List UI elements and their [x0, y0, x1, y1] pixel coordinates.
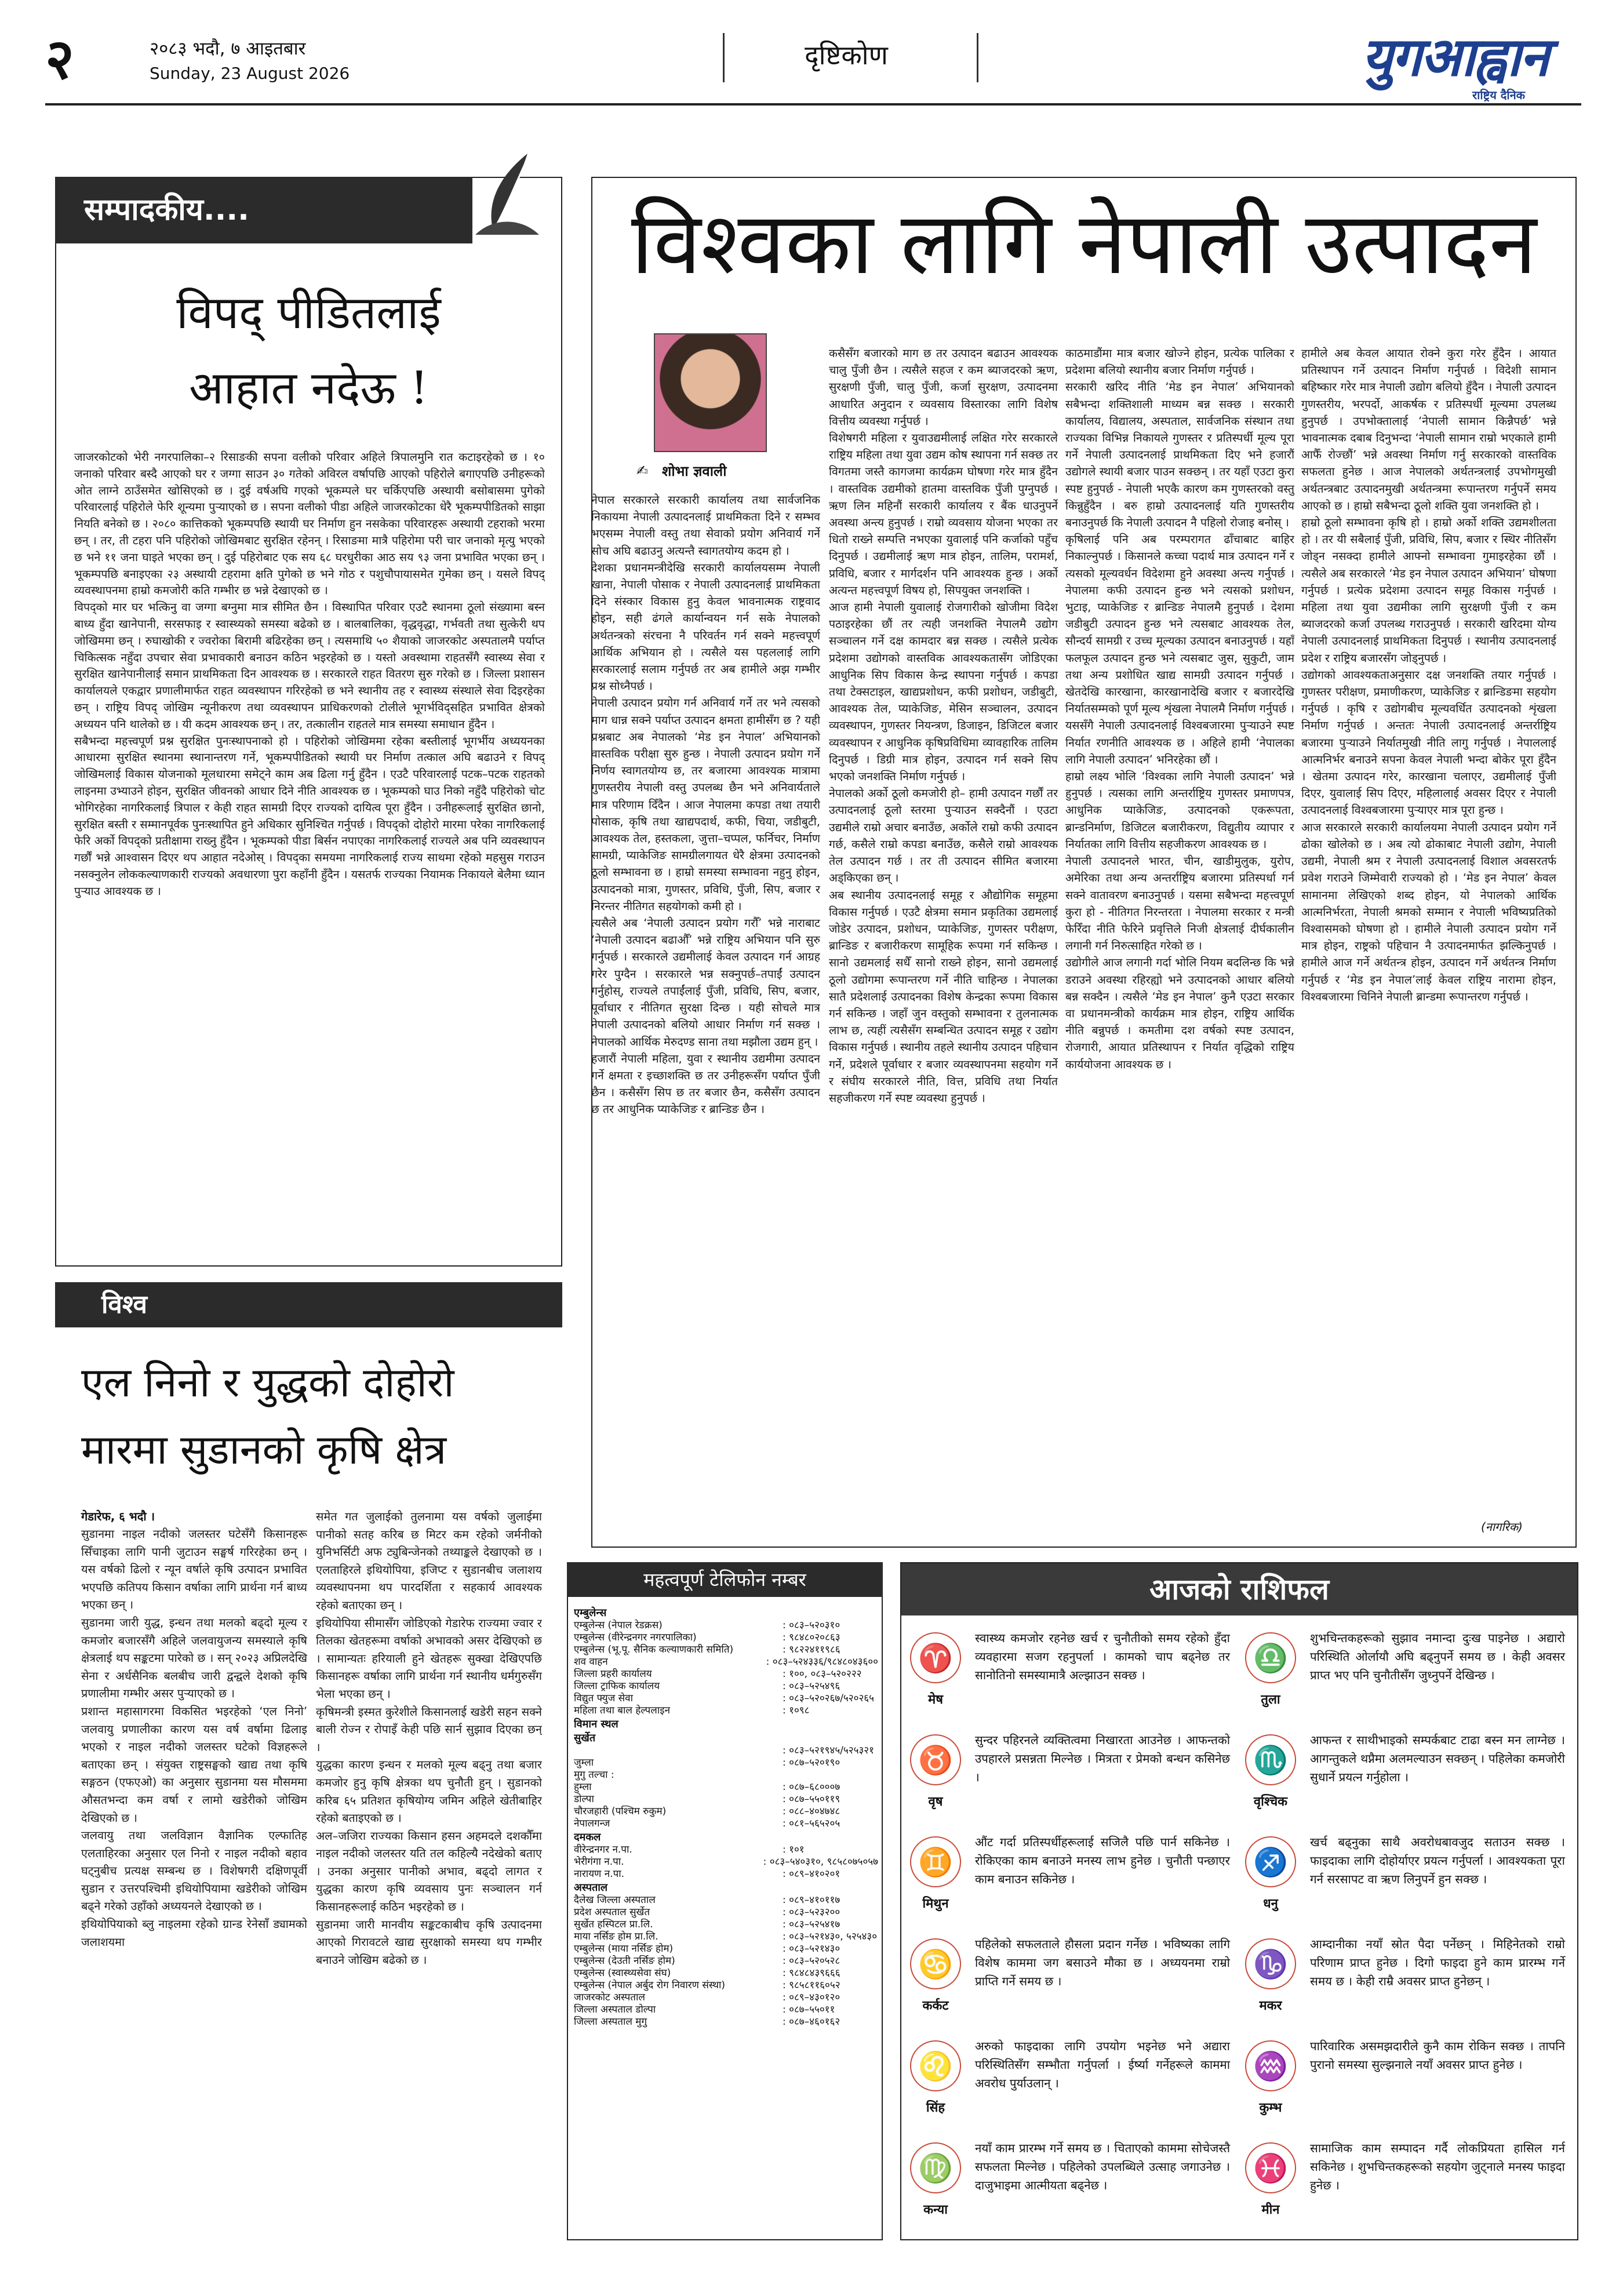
- zodiac-symbol-icon: ♊: [910, 1836, 961, 1887]
- rashifal-grid: [910, 1629, 1577, 2237]
- article-source: (नागरिक): [1481, 1520, 1523, 1534]
- phone-row: [574, 1856, 878, 1868]
- zodiac-symbol-icon: ♐: [1245, 1836, 1296, 1887]
- phone-entry-name: वीरेन्द्रनगर न.पा.: [574, 1844, 632, 1855]
- zodiac-name: मेष: [928, 1693, 943, 1707]
- phone-entry-number: [783, 1769, 878, 1781]
- zodiac-symbol-icon: ♋: [910, 1938, 961, 1989]
- zodiac-forecast: शुभचिन्तकहरूको सुझाव नमान्दा दुःख पाइनेछ । अद्यारो परिस्थिति ओर्लायौ अघि बढ्नुपर्ने समय छ । केही अवसर प्राप्त भए पनि चुनौतीसँग जुध्नुपर्ने देखिन्छ ।: [1310, 1631, 1565, 1682]
- zodiac-item: [910, 2139, 1240, 2226]
- zodiac-symbol-icon: ♎: [1245, 1632, 1296, 1683]
- phone-entry-name: प्रदेश अस्पताल सुर्खेत: [574, 1906, 650, 1918]
- zodiac-name: मीन: [1261, 2203, 1280, 2217]
- zodiac-symbol-icon: ♌: [910, 2040, 961, 2091]
- phone-entry-number: : ०८७–५५०११: [783, 2004, 835, 2015]
- phone-entry-name: डोल्पा: [574, 1793, 594, 1805]
- phone-section-heading: अस्पताल: [574, 1882, 608, 1894]
- phone-row: [574, 1894, 878, 1906]
- zodiac-name: वृश्चिक: [1253, 1795, 1288, 1809]
- editorial-body: जाजरकोटको भेरी नगरपालिका–२ रिसाङकी सपना वलीको परिवार अहिले त्रिपालमुनि रात कटाइरहेको छ । १० जनाको परिवार बस्दै आएको घर र जग्गा साउन ३० गतेको अविरल वर्षापछि आएको पहिरोले बगाएपछि उनीहरूको ओत लाग्ने ठाउँसमेत खोसिएको छ । दुई वर्षअघि गएको भूकम्पले घर चर्किएपछि अस्थायी बसोबासमा पुगेको परिवारलाई पहिरोले फेरि शून्यमा पुऱ्याएको छ । सपना वलीको पीडा अहिले जाजरकोटका धेरै भूकम्पपीडितको साझा नियति बनेको छ । २०८० कात्तिकको भूकम्पपछि स्थायी घर निर्माण हुन नसकेका परिवारहरू अस्थायी टहराको भरमा छन् । तर, ती टहरा पनि पहिरोको जोखिमबाट सुरक्षित रहेनन् । रिसाङमा मात्रै पहिरोमा परी चार जनाको मृत्यु भएको छ भने ११ जना घाइते भएका छन् । दुई पहिरोबाट एक सय ६८ घरधुरीका आठ सय ९३ जना प्रभावित भएका छन् । भूकम्पपछि बनाइएका २३ अस्थायी टहरामा क्षति पुगेको छ भने गोठ र पशुचौपायासमेत गुमेका छन् । यसले विपद् व्यवस्थापनमा हाम्रो कमजोरी कति गम्भीर छ भन्ने देखाएको छ । विपद्को मार घर भत्किनु वा जग्गा बग्नुमा मात्र सीमित छैन । विस्थापित परिवार एउटै स्थानमा ठूलो संख्यामा बस्न बाध्य हुँदा खानेपानी, सरसफाइ र स्वास्थ्यको समस्या बढेको छ । बालबालिका, वृद्धवृद्धा, गर्भवती तथा सुत्केरी थप जोखिममा छन् । रुघाखोकी र ज्वरोका बिरामी बढिरहेका छन् । त्यसमाथि ५० शैयाको जाजरकोट अस्पतालमै पर्याप्त चिकित्सक नहुँदा उपचार सेवा प्रभावकारी बनाउन कठिन भइरहेको छ । यस्तो अवस्थामा राहतसँगै स्वास्थ्य सेवा र सुरक्षित खानेपानीलाई समान प्राथमिकता दिन आवश्यक छ । सरकारले राहत वितरण सुरु गरेको छ । जिल्ला प्रशासन कार्यालयले एकद्वार प्रणालीमार्फत राहत व्यवस्थापन गरिरहेको छ भने स्थानीय तह र स्वास्थ्य संस्थाले सेवा दिइरहेका छन् । राष्ट्रिय विपद् जोखिम न्यूनीकरण तथा व्यवस्थापन प्राधिकरणको टोलीले भूगर्भविद्सहित प्रभावित क्षेत्रको अध्ययन पनि थालेको छ । यी कदम आवश्यक छन् । तर, तत्कालीन राहतले मात्र समस्या समाधान हुँदैन । सबैभन्दा महत्त्वपूर्ण प्रश्न सुरक्षित पुनःस्थापनाको हो । पहिरोको जोखिममा रहेका बस्तीलाई भूगर्भीय अध्ययनका आधारमा सुरक्षित स्थानमा स्थानान्तरण गर्ने, भूकम्पपीडितको स्थायी घर निर्माण तत्काल अघि बढाउने र विपद् जोखिमलाई विकास योजनाको मूलधारमा समेट्ने काम अब ढिला गर्नु हुँदैन । एउटै परिवारलाई पटक–पटक राहतको लाइनमा उभ्याउने होइन, सुरक्षित जीवनको आधार दिने नीति आवश्यक छ । भूकम्पको घाउ निको नहुँदै पहिरोको चोट भोगिरहेका नागरिकलाई त्रिपाल र केही राहत सामग्री दिएर राज्यको दायित्व पूरा हुँदैन । उनीहरूलाई सुरक्षित छानो, सुरक्षित बस्ती र सम्मानपूर्वक पुनःस्थापित हुने अधिकार सुनिश्चित गर्नुपर्छ । विपद्को दोहोरो मारमा परेका नागरिकलाई फेरि अर्को विपद्को प्रतीक्षामा राख्नु हुँदैन । भूकम्पको पीडा बिर्सन नपाएका नागरिकलाई राज्यले अब पनि व्यवस्थापन गर्छौं भन्ने आश्वासन दिएर थप आहात नदेओस् । विपद्का समयमा नागरिकलाई राज्य साथमा रहेको महसुस गराउन नसक्नुलेन लोककल्याणकारी राज्यको अवधारणा पुरा कहाँनी हुँदैन । यसतर्फ राज्यका नियामक निकायले बेलैमा ध्यान पुऱ्याउ आवश्यक छ ।: [74, 450, 545, 898]
- phone-entry-number: : १०९८: [783, 1705, 810, 1716]
- phone-entry-number: : ९८५८११६०५२: [783, 1980, 840, 1991]
- phone-entry-name: भेरीगंगा न.पा.: [574, 1856, 624, 1868]
- phone-row: [574, 1745, 878, 1757]
- phone-row: [574, 1943, 878, 1955]
- phone-entry-name: एम्बुलेन्स (नेपाल अर्बुद रोग निवारण संस्था): [574, 1980, 726, 1991]
- phone-entry-number: : ०८३–५२४३३६/९८४८०४३६००: [766, 1656, 878, 1668]
- phone-section-heading: सुर्खेत: [574, 1732, 596, 1744]
- zodiac-name: कर्कट: [922, 1999, 949, 2013]
- bishwa-title-line1: एल निनो र युद्धको दोहोरो: [81, 1359, 454, 1406]
- zodiac-item: [910, 1833, 1240, 1920]
- phone-entry-name: शव वाहन: [574, 1656, 608, 1668]
- phone-entry-name: जिल्ला प्रहरी कार्यालय: [574, 1668, 652, 1680]
- article-column-1: नेपाल सरकारले सरकारी कार्यालय तथा सार्वजनिक निकायमा नेपाली उत्पादनलाई प्राथमिकता दिने र सम्भव भएसम्म नेपाली वस्तु तथा सेवाको प्रयोग अनिवार्य गर्ने सोच अघि बढाउनु अत्यन्तै स्वागतयोग्य कदम हो । देशका प्रधानमन्त्रीदेखि सरकारी कार्यालयसम्म नेपाली खाना, नेपाली पोसाक र नेपाली उत्पादनलाई प्राथमिकता दिने संस्कार विकास हुनु केवल भावनात्मक राष्ट्रवाद होइन, सही ढंगले कार्यान्वयन गर्न सके नेपालको अर्थतन्त्रको संरचना नै परिवर्तन गर्न सक्ने महत्त्वपूर्ण आर्थिक अभियान हो । त्यसैले यस पहललाई लागि सरकारलाई सलाम गर्नुपर्छ तर अब हामीले अझ गम्भीर प्रश्न सोध्नैपर्छ । नेपाली उत्पादन प्रयोग गर्न अनिवार्य गर्ने तर भने त्यसको माग धान्न सक्ने पर्याप्त उत्पादन क्षमता हामीसँग छ ? यही प्रश्नबाट अब नेपालको ‘मेड इन नेपाल’ अभियानको वास्तविक परीक्षा सुरु हुन्छ । नेपाली उत्पादन प्रयोग गर्ने निर्णय स्वागतयोग्य छ, तर बजारमा आवश्यक मात्रामा गुणस्तरीय नेपाली वस्तु उपलब्ध छैन भने अनिवार्यताले मात्र परिणाम दिँदैन । आज नेपालमा कपडा तथा तयारी पोसाक, कृषि तथा खाद्यपदार्थ, कफी, चिया, जडीबुटी, आवश्यक तेल, हस्तकला, जुत्ता–चप्पल, फर्निचर, निर्माण सामग्री, प्याकेजिङ सामग्रीलगायत धेरै क्षेत्रमा उत्पादनको ठूलो सम्भावना छ । हाम्रो समस्या सम्भावना नहुनु होइन, उत्पादनको मात्रा, गुणस्तर, प्रविधि, पुँजी, सिप, बजार र निरन्तर नीतिगत सहयोगको कमी हो । त्यसैले अब ‘नेपाली उत्पादन प्रयोग गरौँ’ भन्ने नाराबाट ‘नेपाली उत्पादन बढाऔँ’ भन्ने राष्ट्रिय अभियान पनि सुरु गर्नुपर्छ । सरकारले उद्यमीलाई केवल उत्पादन गर्न आग्रह गरेर पुग्दैन । सरकारले भन्न सक्नुपर्छ–तपाईं उत्पादन गर्नुहोस्, राज्यले तपाईंलाई पुँजी, प्रविधि, सिप, बजार, पूर्वाधार र नीतिगत सुरक्षा दिन्छ । यही सोचले मात्र नेपाली उत्पादनको बलियो आधार निर्माण गर्न सक्छ । नेपालको आर्थिक मेरुदण्ड साना तथा मझौला उद्यम हुन् । हजारौं नेपाली महिला, युवा र स्थानीय उद्यमीमा उत्पादन गर्ने क्षमता र इच्छाशक्ति छ तर उनीहरूसँग पर्याप्त पुँजी छैन । कसैसँग सिप छ तर बजार छैन, कसैसँग उत्पादन छ तर आधुनिक प्याकेजिङ र ब्रान्डिङ छैन ।: [591, 493, 820, 1116]
- phone-row: [574, 1693, 878, 1705]
- zodiac-name: कुम्भ: [1259, 2101, 1282, 2115]
- date-english: Sunday, 23 August 2026: [150, 64, 350, 83]
- zodiac-item: [910, 2037, 1240, 2124]
- phone-entry-number: : ०८३–५२५४१७: [783, 1919, 840, 1930]
- bishwa-label: विश्व: [101, 1290, 148, 1319]
- phone-entry-number: : ०८३–५२०२६७/५२०२६५: [783, 1693, 874, 1704]
- phone-entry-number: : ०८३–५२०३१०: [783, 1620, 840, 1631]
- section-marker: [723, 33, 725, 82]
- phone-section-heading: एम्बुलेन्स: [574, 1607, 607, 1619]
- zodiac-symbol-icon: ♒: [1245, 2040, 1296, 2091]
- phone-entry-name: नेपालगन्ज: [574, 1818, 610, 1829]
- zodiac-forecast: सामाजिक काम सम्पादन गर्दै लोकप्रियता हासिल गर्न सकिनेछ । शुभचिन्तकहरूको सहयोग जुट्नाले मनस्य फाइदा हुनेछ ।: [1310, 2141, 1565, 2192]
- phone-row: [574, 1967, 878, 1980]
- phone-entry-number: : १०१: [783, 1844, 805, 1855]
- phone-row: [574, 1757, 878, 1769]
- phone-entry-number: : ०८८–४०४७४८: [783, 1806, 840, 1817]
- zodiac-name: कन्या: [923, 2203, 948, 2217]
- phone-entry-name: नारायण न.पा.: [574, 1868, 625, 1880]
- article-column-3: काठमाडौंमा मात्र बजार खोज्ने होइन, प्रत्येक पालिका र प्रदेशमा बलियो स्थानीय बजार निर्माण गर्नुपर्छ । सरकारी खरिद नीति ‘मेड इन नेपाल’ अभियानको सबैभन्दा शक्तिशाली माध्यम बन्न सक्छ । सरकारी कार्यालय, विद्यालय, अस्पताल, सार्वजनिक संस्थान तथा राज्यका विभिन्न निकायले गुणस्तर र प्रतिस्पर्धी मूल्य पूरा गर्ने नेपाली उत्पादनलाई प्राथमिकता दिए भने हजारौं उद्योगले स्थायी बजार पाउन सक्छन् । तर यहाँ एउटा कुरा स्पष्ट हुनुपर्छ - नेपाली भएकै कारण कम गुणस्तरको वस्तु किन्नुहुँदैन । बरु हाम्रो उत्पादनलाई यति गुणस्तरीय बनाउनुपर्छ कि नेपाली उत्पादन नै पहिलो रोजाइ बनोस् । कृषिलाई पनि अब परम्परागत ढाँचाबाट बाहिर निकाल्नुपर्छ । किसानले कच्चा पदार्थ मात्र उत्पादन गर्ने र त्यसको मूल्यवर्धन विदेशमा हुने अवस्था अन्त्य गर्नुपर्छ । नेपालमा कफी उत्पादन हुन्छ भने त्यसको प्रशोधन, भुटाइ, प्याकेजिङ र ब्रान्डिङ नेपालमै हुनुपर्छ । देशमा जडीबुटी उत्पादन हुन्छ भने त्यसबाट आवश्यक तेल, सौन्दर्य सामग्री र उच्च मूल्यका उत्पादन बनाउनुपर्छ । यहाँ फलफूल उत्पादन हुन्छ भने त्यसबाट जुस, सुकुटी, जाम तथा अन्य प्रशोधित खाद्य सामग्री उत्पादन गर्नुपर्छ । खेतदेखि कारखाना, कारखानादेखि बजार र बजारदेखि निर्यातसम्मको पूर्ण मूल्य शृंखला नेपालमै निर्माण गर्नुपर्छ । यससँगै नेपाली उत्पादनलाई विश्वबजारमा पुऱ्याउने स्पष्ट निर्यात रणनीति आवश्यक छ । अहिले हामी ‘नेपालका लागि नेपाली उत्पादन’ भनिरहेका छौं । हाम्रो लक्ष्य भोलि ‘विश्वका लागि नेपाली उत्पादन’ भन्ने हुनुपर्छ । त्यसका लागि अन्तर्राष्ट्रिय गुणस्तर प्रमाणपत्र, आधुनिक प्याकेजिङ, उत्पादनको एकरूपता, ब्रान्डनिर्माण, डिजिटल बजारीकरण, विद्युतीय व्यापार र निर्यातका लागि वित्तीय सहजीकरण आवश्यक छ । नेपाली उत्पादनले भारत, चीन, खाडीमुलुक, युरोप, अमेरिका तथा अन्य अन्तर्राष्ट्रिय बजारमा प्रतिस्पर्धा गर्न सक्ने वातावरण बनाउनुपर्छ । यसमा सबैभन्दा महत्त्वपूर्ण कुरा हो - नीतिगत निरन्तरता । नेपालमा सरकार र मन्त्री फेरिँदा नीति फेरिने प्रवृत्तिले निजी क्षेत्रलाई दीर्घकालीन लगानी गर्न निरुत्साहित गरेको छ । उद्योगीले आज लगानी गर्दा भोलि नियम बदलिन्छ कि भन्ने डराउने अवस्था रहिरह्यो भने उत्पादनको आधार बलियो बन्न सक्दैन । त्यसैले ‘मेड इन नेपाल’ कुनै एउटा सरकार वा प्रधानमन्त्रीको कार्यक्रम मात्र होइन, राष्ट्रिय आर्थिक नीति बन्नुपर्छ । कमतीमा दश वर्षको स्पष्ट उत्पादन, रोजगारी, आयात प्रतिस्थापन र निर्यात वृद्धिको राष्ट्रिय कार्ययोजना आवश्यक छ ।: [1065, 347, 1294, 1071]
- phone-row: [574, 1793, 878, 1806]
- phone-entry-name: मुगु तल्चा :: [574, 1769, 614, 1781]
- section-name: दृष्टिकोण: [805, 39, 888, 71]
- editorial-label: सम्पादकीय....: [84, 192, 249, 227]
- phone-entry-number: : ०८३–५२१९४५/५२५३२१: [783, 1745, 874, 1756]
- phone-entry-number: : १००, ०८३–५२०२२२: [783, 1668, 862, 1680]
- zodiac-forecast: अरुको फाइदाका लागि उपयोग भइनेछ भने अद्यारा परिस्थितिसँग सम्भौता गर्नुपर्ला । ईर्ष्या गर्नेहरूले काममा अवरोध पुर्याउलान् ।: [975, 2039, 1230, 2090]
- author-name: शोभा ज्ञवाली: [662, 463, 727, 479]
- zodiac-item: [910, 1731, 1240, 1818]
- section-marker-right: [977, 33, 978, 82]
- masthead-tagline: राष्ट्रिय दैनिक: [1472, 88, 1526, 102]
- zodiac-name: मकर: [1259, 1999, 1282, 2013]
- zodiac-forecast: आम्दानीका नयाँ स्रोत पैदा पर्नेछन् । मिहिनेतको राम्रो परिणाम प्राप्त हुनेछ । दिगो फाइदा हुने काम प्रारम्भ गर्ने समय छ । केही राम्रै अवसर प्राप्त हुनेछन् ।: [1310, 1937, 1565, 1988]
- phone-entry-name: विद्युत फ्युज सेवा: [574, 1693, 634, 1704]
- phone-row: [574, 1781, 878, 1793]
- phone-row: [574, 1818, 878, 1830]
- phone-row: [574, 1868, 878, 1880]
- phone-entry-number: : ०८३–५४०३१०, ९८५८०७५०५७: [763, 1856, 878, 1868]
- phone-row: [574, 1992, 878, 2004]
- masthead-logo: युगआह्वान: [1362, 26, 1548, 88]
- phone-entry-number: : ०८९–४३०१२०: [783, 1992, 840, 2003]
- zodiac-forecast: पहिलेको सफलताले हौसला प्रदान गर्नेछ । भविष्यका लागि विशेष काममा जग बसाउने मौका छ । अध्ययनमा राम्रो प्राप्ति गर्ने समय छ ।: [975, 1937, 1230, 1988]
- phone-entry-name: एम्बुलेन्स (स्वास्थ्यसेवा संघ): [574, 1967, 671, 1979]
- zodiac-item: [910, 1629, 1240, 1716]
- phone-entry-name: हुम्ला: [574, 1781, 592, 1793]
- date-nepali: २०८३ भदौ, ७ आइतबार: [150, 38, 306, 59]
- phone-row: [574, 1769, 878, 1781]
- zodiac-symbol-icon: ♑: [1245, 1938, 1296, 1989]
- phone-entry-name: एम्बुलेन्स (भू.पू. सैनिक कल्याणकारी समिति): [574, 1644, 734, 1655]
- zodiac-forecast: आफन्त र साथीभाइको सम्पर्कबाट टाढा बस्न मन लाग्नेछ । आगन्तुकले थप्नैमा अलमल्याउन सक्छन् । पहिलेका कमजोरी सुधार्ने प्रयत्न गर्नुहोला ।: [1310, 1733, 1565, 1784]
- phone-row: [574, 1919, 878, 1931]
- phone-row: [574, 1620, 878, 1632]
- zodiac-name: मिथुन: [922, 1897, 949, 1911]
- zodiac-item: [1245, 2139, 1575, 2226]
- phone-entry-name: माया नर्सिङ होम प्रा.लि.: [574, 1931, 658, 1942]
- bishwa-title-line2: मारमा सुडानको कृषि क्षेत्र: [81, 1426, 447, 1473]
- phone-entry-number: : ०८७–५२०१९०: [783, 1757, 840, 1769]
- phone-entry-name: चौरजहारी (पश्चिम रुकुम): [574, 1806, 667, 1817]
- zodiac-name: सिंह: [926, 2101, 945, 2115]
- quill-icon: [458, 148, 551, 243]
- phone-row: [574, 2016, 878, 2028]
- phone-entry-number: : ०८९–४१०११७: [783, 1894, 840, 1906]
- zodiac-item: [1245, 1731, 1575, 1818]
- bishwa-column-1: सुडानमा नाइल नदीको जलस्तर घटेसँगै किसानहरू सिँचाइका लागि पानी जुटाउन सङ्घर्ष गरिरहेका छन् । यस वर्षको ढिलो र न्यून वर्षाले कृषि उत्पादन प्रभावित भएपछि कतिपय किसान वर्षाका लागि प्रार्थना गर्न बाध्य भएका छन् । सुडानमा जारी युद्ध, इन्धन तथा मलको बढ्दो मूल्य र कमजोर बजारसँगै अहिले जलवायुजन्य समस्याले कृषि क्षेत्रलाई थप सङ्कटमा पारेको छ । सन् २०२३ अप्रिलदेखि सेना र अर्धसैनिक बलबीच जारी द्वन्द्वले देशको कृषि प्रणालीमा गम्भीर असर पुऱ्याएको छ । प्रशान्त महासागरमा विकसित भइरहेको ‘एल निनो’ जलवायु प्रणालीका कारण यस वर्ष वर्षामा ढिलाइ भएको र नाइल नदीको जलस्तर घटेको विज्ञहरूले बताएका छन् । संयुक्त राष्ट्रसङ्घको खाद्य तथा कृषि सङ्गठन (एफएओ) का अनुसार सुडानमा यस मौसममा औसतभन्दा कम वर्षा र लामो खडेरीको जोखिम देखिएको छ । जलवायु तथा जलविज्ञान वैज्ञानिक एल्फातिह एलताहिरका अनुसार एल निनो र नाइल नदीको बहाव घट्नुबीच प्रत्यक्ष सम्बन्ध छ । विशेषगरी दक्षिणपूर्वी सुडान र उत्तरपश्चिमी इथियोपियामा खडेरीको जोखिम बढ्ने गरेको उहाँको अध्ययनले देखाएको छ । इथियोपियाको ब्लु नाइलमा रहेको ग्रान्ड रेनेसाँ ड्यामको जलाशयमा: [81, 1527, 307, 1949]
- phone-entry-number: : ०८३–५२१४३०, ५२५४३०: [783, 1931, 878, 1942]
- phone-entry-name: [574, 1745, 783, 1757]
- zodiac-forecast: औंट गर्दा प्रतिस्पर्धीहरूलाई सजिलै पछि पार्न सकिनेछ । रोकिएका काम बनाउने मनस्य लाभ हुनेछ । चुनौती पन्छाएर काम बनाउन सकिनेछ ।: [975, 1835, 1230, 1886]
- phone-entry-number: : ०८१–५६५२०५: [783, 1818, 840, 1829]
- phone-entry-name: एम्बुलेन्स (नेपाल रेडक्रस): [574, 1620, 663, 1631]
- bishwa-column-2: समेत गत जुलाईको तुलनामा यस वर्षको जुलाईमा पानीको सतह करिब छ मिटर कम रहेको जर्मनीको युनिभर्सिटी अफ ट्युबिन्जेनको तथ्याङ्कले देखाएको छ । एलताहिरले इथियोपिया, इजिप्ट र सुडानबीच जलाशय व्यवस्थापनमा थप पारदर्शिता र सहकार्य आवश्यक रहेको बताएका छन् । इथियोपिया सीमासँग जोडिएको गेडारेफ राज्यमा ज्वार र तिलका खेतहरूमा वर्षाको अभावको असर देखिएको छ । सामान्यतः हरियाली हुने खेतहरू सुक्खा देखिएपछि किसानहरू वर्षाका लागि प्रार्थना गर्न स्थानीय धर्मगुरुसँग भेला भएका छन् । कृषिमन्त्री इस्मत कुरेशीले किसानलाई खडेरी सहन सक्ने बाली रोज्न र रोपाइँ केही पछि सार्न सुझाव दिएका छन् । युद्धका कारण इन्धन र मलको मूल्य बढ्नु तथा बजार कमजोर हुनु कृषि क्षेत्रका थप चुनौती हुन् । सुडानको करिब ६५ प्रतिशत कृषियोग्य जमिन अहिले खेतीबाहिर रहेको बताइएको छ । अल–जजिरा राज्यका किसान हसन अहमदले दशकौँमा नाइल नदीको जलस्तर यति तल कहिल्यै नदेखेको बताए । उनका अनुसार पानीको अभाव, बढ्दो लागत र युद्धका कारण कृषि व्यवसाय पुनः सञ्चालन गर्न किसानहरूलाई कठिन भइरहेको छ । सुडानमा जारी मानवीय सङ्कटकाबीच कृषि उत्पादनमा आएको गिरावटले खाद्य सुरक्षाको समस्या थप गम्भीर बनाउने जोखिम बढेको छ ।: [316, 1510, 542, 1967]
- editorial-title-line2: आहात नदेऊ !: [189, 362, 428, 414]
- phone-entry-name: एम्बुलेन्स (वीरेन्द्रनगर नगरपालिका): [574, 1632, 697, 1643]
- phone-entry-name: दैलेख जिल्ला अस्पताल: [574, 1894, 656, 1906]
- zodiac-forecast: स्वास्थ्य कमजोर रहनेछ खर्च र चुनौतीको समय रहेको हुँदा व्यवहारमा सजग रहनुपर्ला । कामको चाप बढ्नेछ तर सानोतिनो समस्यामात्रै अल्झाउन सक्छ ।: [975, 1631, 1230, 1682]
- phone-entry-number: : ९८४८०२०८६३: [783, 1632, 840, 1643]
- zodiac-item: [1245, 1833, 1575, 1920]
- zodiac-item: [910, 1935, 1240, 2022]
- phone-entry-number: : ०८७–४६०१६२: [783, 2016, 840, 2028]
- phone-section-heading: विमान स्थल: [574, 1718, 618, 1730]
- zodiac-forecast: खर्च बढ्नुका साथै अवरोधबावजुद सताउन सक्छ । फाइदाका लागि दोहोर्याएर प्रयत्न गर्नुपर्ला । आवश्यकता पूरा गर्न सरसापट वा ऋण लिनुपर्ने हुन सक्छ ।: [1310, 1835, 1565, 1886]
- phone-entry-number: : ९८२२४११९८६: [783, 1644, 840, 1655]
- author-photo: [654, 333, 767, 452]
- phone-title: महत्वपूर्ण टेलिफोन नम्बर: [643, 1569, 806, 1591]
- zodiac-forecast: नयाँ काम प्रारम्भ गर्ने समय छ । चिताएको काममा सोचेजस्तै सफलता मिल्नेछ । पहिलेको उपलब्धिले उत्साह जगाउनेछ । दाजुभाइमा आत्मीयता बढ्नेछ ।: [975, 2141, 1230, 2192]
- phone-row: [574, 1906, 878, 1919]
- phone-entry-number: : ९८४८४३९६६६: [783, 1967, 840, 1979]
- header-rule: [45, 103, 1581, 105]
- rashifal-title: आजको राशिफल: [1149, 1573, 1329, 1606]
- phone-entry-name: जिल्ला ट्राफिक कार्यालय: [574, 1680, 660, 1692]
- zodiac-symbol-icon: ♏: [1245, 1734, 1296, 1785]
- phone-entry-name: महिला तथा बाल हेल्पलाइन: [574, 1705, 671, 1716]
- phone-row: [574, 1806, 878, 1818]
- phone-row: [574, 1955, 878, 1967]
- phone-entry-name: एम्बुलेन्स (माया नर्सिङ होम): [574, 1943, 674, 1955]
- phone-entry-name: एम्बुलेन्स (देउती नर्सिङ होम): [574, 1955, 675, 1967]
- zodiac-name: धनु: [1263, 1897, 1278, 1911]
- phone-entry-number: : ०८७–५५०११९: [783, 1793, 840, 1805]
- phone-entry-number: : ०८३–५२५४९६: [783, 1680, 840, 1692]
- zodiac-forecast: सुन्दर पहिरनले व्यक्तित्वमा निखारता आउनेछ । आफन्तको उपहारले प्रसन्नता मिल्नेछ । मित्रता र प्रेमको बन्धन कसिनेछ ।: [975, 1733, 1230, 1784]
- phone-row: [574, 1931, 878, 1943]
- article-headline: विश्वका लागि नेपाली उत्पादन: [631, 194, 1537, 293]
- zodiac-symbol-icon: ♓: [1245, 2142, 1296, 2193]
- zodiac-name: वृष: [928, 1795, 943, 1809]
- phone-entry-name: जाजरकोट अस्पताल: [574, 1992, 645, 2003]
- phone-row: [574, 1705, 878, 1717]
- zodiac-name: तुला: [1261, 1693, 1280, 1707]
- phone-row: [574, 1644, 878, 1656]
- phone-row: [574, 1980, 878, 1992]
- editorial-title-line1: विपद् पीडितलाई: [176, 287, 441, 339]
- zodiac-symbol-icon: ♉: [910, 1734, 961, 1785]
- bishwa-dateline: गेडारेफ, ६ भदौ ।: [81, 1509, 155, 1523]
- zodiac-symbol-icon: ♈: [910, 1632, 961, 1683]
- zodiac-item: [1245, 2037, 1575, 2124]
- phone-entry-name: जुम्ला: [574, 1757, 594, 1769]
- phone-row: [574, 1668, 878, 1680]
- phone-entry-number: : ०८३–५२०५२८: [783, 1955, 840, 1967]
- phone-entry-number: : ०८७–६८०००७: [783, 1781, 840, 1793]
- zodiac-symbol-icon: ♍: [910, 2142, 961, 2193]
- phone-row: [574, 1844, 878, 1856]
- phone-row: [574, 1680, 878, 1693]
- pen-icon: ✍: [636, 463, 649, 479]
- phone-row: [574, 1632, 878, 1644]
- phone-entry-number: : ०८९–४१०२०१: [783, 1868, 840, 1880]
- zodiac-item: [1245, 1935, 1575, 2022]
- phone-row: [574, 2004, 878, 2016]
- phone-entry-name: सुर्खेत हस्पिटल प्रा.लि.: [574, 1919, 653, 1930]
- article-column-4: हामीले अब केवल आयात रोक्ने कुरा गरेर हुँदैन । आयात प्रतिस्थापन गर्ने उत्पादन निर्माण गर्नुपर्छ । विदेशी सामान बहिष्कार गरेर मात्र नेपाली उद्योग बलियो हुँदैन । नेपाली उत्पादन गुणस्तरीय, भरपर्दो, आकर्षक र प्रतिस्पर्धी मूल्यमा उपलब्ध हुनुपर्छ । उपभोक्तालाई ‘नेपाली सामान किन्नैपर्छ’ भन्ने भावनात्मक दबाब दिनुभन्दा ‘नेपाली सामान राम्रो भएकाले हामी आफैँ रोज्छौं’ भन्ने अवस्था निर्माण गर्नु सरकारको वास्तविक सफलता हुनेछ । आज नेपालको अर्थतन्त्रलाई उपभोगमुखी अर्थतन्त्रबाट उत्पादनमुखी अर्थतन्त्रमा रूपान्तरण गर्नुपर्ने समय आएको छ । हाम्रो सबैभन्दा ठूलो शक्ति युवा जनशक्ति हो । हाम्रो ठूलो सम्भावना कृषि हो । हाम्रो अर्को शक्ति उद्यमशीलता हो । तर यी सबैलाई पुँजी, प्रविधि, सिप, बजार र स्थिर नीतिसँग जोड्न नसक्दा हामीले आफ्नो सम्भावना गुमाइरहेका छौं । त्यसैले अब सरकारले ‘मेड इन नेपाल उत्पादन अभियान’ घोषणा गर्नुपर्छ । प्रत्येक प्रदेशमा उत्पादन समूह विकास गर्नुपर्छ । महिला तथा युवा उद्यमीका लागि सुरक्षणी पुँजी र कम ब्याजदरको कर्जा उपलब्ध गराउनुपर्छ । सरकारी खरिदमा योग्य नेपाली उत्पादनलाई प्राथमिकता दिनुपर्छ । स्थानीय उत्पादनलाई प्रदेश र राष्ट्रिय बजारसँग जोड्नुपर्छ । उद्योगको आवश्यकताअनुसार दक्ष जनशक्ति तयार गर्नुपर्छ । गुणस्तर परीक्षण, प्रमाणीकरण, प्याकेजिङ र ब्रान्डिङमा सहयोग गर्नुपर्छ । कृषि र उद्योगबीच मूल्यवर्धित उत्पादनको शृंखला निर्माण गर्नुपर्छ । अन्ततः नेपाली उत्पादनलाई अन्तर्राष्ट्रिय बजारमा पुऱ्याउने निर्यातमुखी नीति लागु गर्नुपर्छ । नेपाललाई आत्मनिर्भर बनाउने सपना केवल नेपाली भन्दा बोकेर पूरा हुँदैन । खेतमा उत्पादन गरेर, कारखाना चलाएर, उद्यमीलाई पुँजी दिएर, युवालाई सिप दिएर, महिलालाई अवसर दिएर र नेपाली उत्पादनलाई विश्वबजारमा पुऱ्याएर मात्र पूरा हुन्छ । आज सरकारले सरकारी कार्यालयमा नेपाली उत्पादन प्रयोग गर्ने ढोका खोलेको छ । अब त्यो ढोकाबाट नेपाली उद्योग, नेपाली उद्यमी, नेपाली श्रम र नेपाली उत्पादनलाई विशाल अवसरतर्फ प्रवेश गराउने जिम्मेवारी राज्यको हो । ‘मेड इन नेपाल’ केवल सामानमा लेखिएको शब्द होइन, यो नेपालको आर्थिक आत्मनिर्भरता, नेपाली श्रमको सम्मान र नेपाली भविष्यप्रतिको विश्वासमको घोषणा हो । हामीले नेपाली उत्पादन प्रयोग गर्ने मात्र होइन, राष्ट्रको पहिचान नै उत्पादनमार्फत झल्किनुपर्छ । हामीले आज गर्ने अर्थतन्त्र होइन, उत्पादन गर्ने अर्थतन्त्र निर्माण गर्नुपर्छ र ‘मेड इन नेपाल’लाई केवल राष्ट्रिय नारामा होइन, विश्वबजारमा चिनिने नेपाली ब्रान्डमा रूपान्तरण गर्नुपर्छ ।: [1301, 347, 1556, 1003]
- page-number: २: [45, 26, 74, 92]
- phone-entry-name: जिल्ला अस्पताल मुगु: [574, 2016, 647, 2028]
- article-column-2: कसैसँग बजारको माग छ तर उत्पादन बढाउन आवश्यक चालु पुँजी छैन । त्यसैले सहज र कम ब्याजदरको ऋण, सुरक्षणी पुँजी, चालु पुँजी, कर्जा सुरक्षण, उत्पादनमा आधारित अनुदान र व्यवसाय विस्तारका लागि विशेष वित्तीय व्यवस्था गर्नुपर्छ । विशेषगरी महिला र युवाउद्यमीलाई लक्षित गरेर सरकारले राष्ट्रिय महिला तथा युवा उद्यम कोष स्थापना गर्न सक्छ तर विगतमा जस्तै कागजमा कार्यक्रम घोषणा गरेर मात्र हुँदैन । वास्तविक उद्यमीको हातमा वास्तविक पुँजी पुग्नुपर्छ । ऋण लिन महिनौं सरकारी कार्यालय र बैंक धाउनुपर्ने अवस्था अन्त्य हुनुपर्छ । राम्रो व्यवसाय योजना भएका तर धितो राख्ने सम्पत्ति नभएका युवालाई पनि कर्जाको पहुँच दिनुपर्छ । उद्यमीलाई ऋण मात्र होइन, तालिम, परामर्श, प्रविधि, बजार र मार्गदर्शन पनि आवश्यक हुन्छ । अर्को अत्यन्त महत्त्वपूर्ण विषय हो, सिपयुक्त जनशक्ति । आज हामी नेपाली युवालाई रोजगारीको खोजीमा विदेश पठाइरहेका छौं तर त्यही जनशक्ति नेपालमै उद्योग सञ्चालन गर्ने दक्ष कामदार बन्न सक्छ । त्यसैले प्रत्येक प्रदेशमा उद्योगको वास्तविक आवश्यकतासँग जोडिएका आधुनिक सिप विकास केन्द्र स्थापना गर्नुपर्छ । कपडा तथा टेक्सटाइल, खाद्यप्रशोधन, कफी प्रशोधन, जडीबुटी, आवश्यक तेल, प्याकेजिङ, मेसिन सञ्चालन, उत्पादन व्यवस्थापन, गुणस्तर नियन्त्रण, डिजाइन, डिजिटल बजार व्यवस्थापन र आधुनिक कृषिप्रविधिमा व्यावहारिक तालिम दिनुपर्छ । डिग्री मात्र होइन, उत्पादन गर्न सक्ने सिप भएको जनशक्ति निर्माण गर्नुपर्छ । नेपालको अर्को ठूलो कमजोरी हो– हामी उत्पादन गर्छौं तर उत्पादनलाई ठूलो स्तरमा पुऱ्याउन सक्दैनौं । एउटा उद्यमीले राम्रो अचार बनाउँछ, अर्कोले राम्रो कफी उत्पादन गर्छ, कसैले राम्रो कपडा बनाउँछ, कसैले राम्रो आवश्यक तेल उत्पादन गर्छ । तर ती उत्पादन सीमित बजारमा अड्किएका छन् । अब स्थानीय उत्पादनलाई समूह र औद्योगिक समूहमा विकास गर्नुपर्छ । एउटै क्षेत्रमा समान प्रकृतिका उद्यमलाई जोडेर उत्पादन, प्रशोधन, प्याकेजिङ, गुणस्तर परीक्षण, ब्रान्डिङ र बजारीकरण सामूहिक रूपमा गर्न सकिन्छ । सानो उद्यमलाई सधैँ सानो राख्ने होइन, सानो उद्यमलाई ठूलो उद्योगमा रूपान्तरण गर्ने नीति चाहिन्छ । नेपालका सातै प्रदेशलाई उत्पादनका विशेष केन्द्रका रूपमा विकास गर्न सकिन्छ । जहाँ जुन वस्तुको सम्भावना र तुलनात्मक लाभ छ, त्यहीं त्यसैसँग सम्बन्धित उत्पादन समूह र उद्योग विकास गर्नुपर्छ । स्थानीय तहले स्थानीय उत्पादन पहिचान गर्ने, प्रदेशले पूर्वाधार र बजार व्यवस्थापनमा सहयोग गर्ने र संघीय सरकारले नीति, वित्त, प्रविधि तथा निर्यात सहजीकरण गर्ने स्पष्ट व्यवस्था हुनुपर्छ ।: [829, 347, 1058, 1105]
- phone-table: [574, 1606, 878, 2237]
- phone-entry-number: : ०८३–५२१४३०: [783, 1943, 840, 1955]
- phone-entry-number: : ०८३–५२३२००: [783, 1906, 840, 1918]
- phone-row: [574, 1656, 878, 1668]
- zodiac-forecast: पारिवारिक असमझदारीले कुनै काम रोकिन सक्छ । तापनि पुरानो समस्या सुल्झनाले नयाँ अवसर प्राप्त हुनेछ ।: [1310, 2039, 1565, 2072]
- zodiac-item: [1245, 1629, 1575, 1716]
- phone-entry-name: जिल्ला अस्पताल डोल्पा: [574, 2004, 656, 2015]
- phone-section-heading: दमकल: [574, 1831, 601, 1843]
